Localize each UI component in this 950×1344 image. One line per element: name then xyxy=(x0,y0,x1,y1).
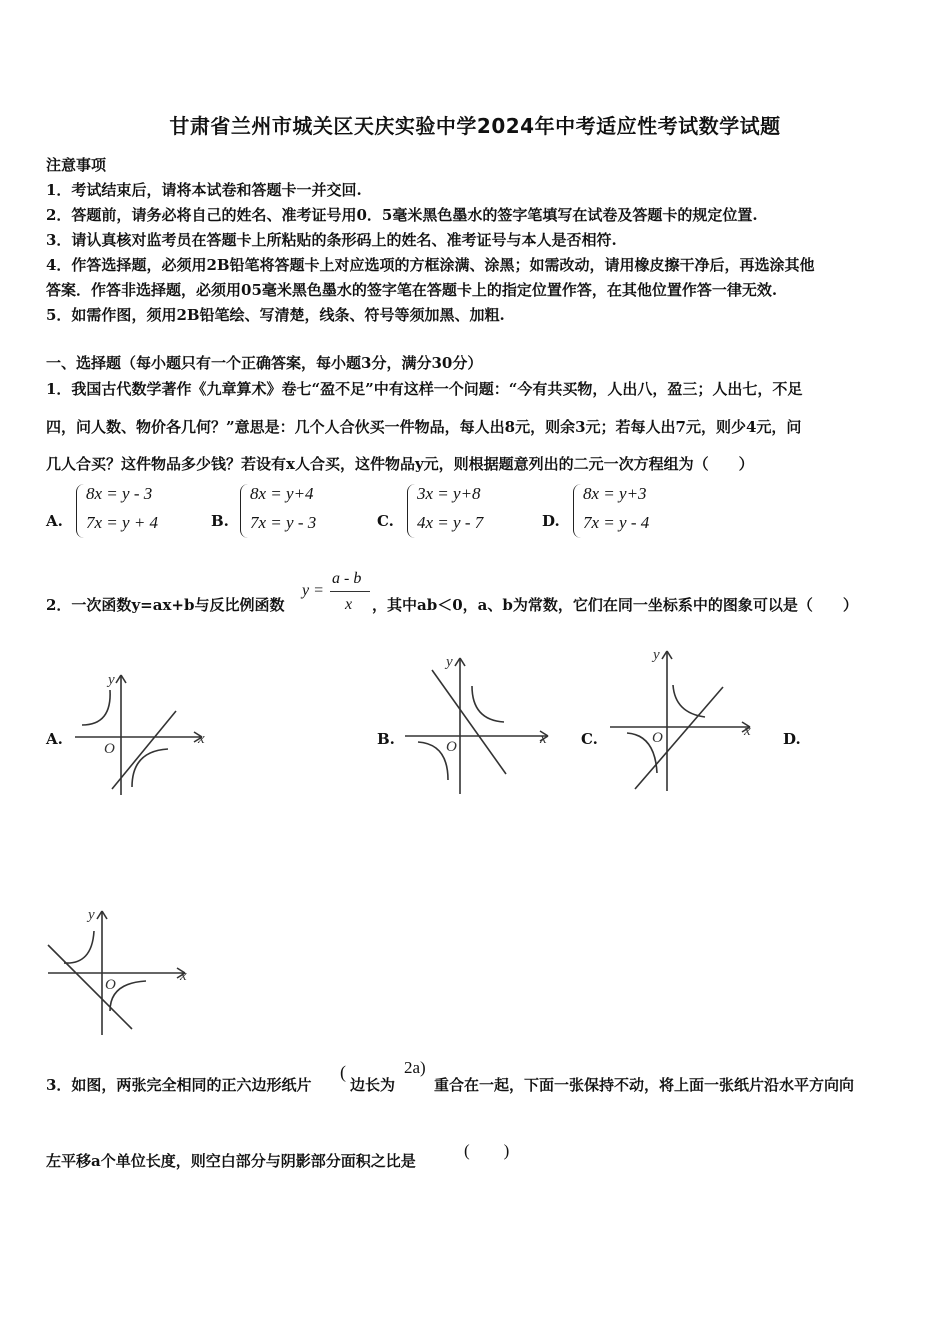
q1-option-c-system xyxy=(407,484,517,540)
q2-option-c-label: C. xyxy=(581,730,598,748)
equation: 8x = y+3 xyxy=(583,484,647,503)
notice-heading: 注意事项 xyxy=(46,156,107,174)
question-1-line: 1．我国古代数学著作《九章算术》卷七“盈不足”中有这样一个问题：“今有共买物，人出八，盈三；人出七，不足 xyxy=(46,380,803,398)
equation: 7x = y + 4 xyxy=(86,513,159,532)
axis-x-label: x xyxy=(744,723,751,739)
notice-item: 答案．作答非选择题，必须用05毫米黑色墨水的签字笔在答题卡上的指定位置作答，在其他位置作答一律无效. xyxy=(46,281,778,299)
equation: 7x = y - 4 xyxy=(583,513,650,532)
equation: 3x = y+8 xyxy=(417,484,481,503)
question-2-suffix: ，其中ab＜0，a、b为常数，它们在同一坐标系中的图象可以是（ ） xyxy=(372,596,858,614)
section-heading: 一、选择题（每小题只有一个正确答案，每小题3分，满分30分） xyxy=(46,354,483,372)
q2-fraction-lhs: y = xyxy=(302,582,324,599)
notice-item: 1．考试结束后，请将本试卷和答题卡一并交回. xyxy=(46,181,362,199)
q2-graph-c xyxy=(605,645,765,795)
q2-graph-d xyxy=(40,905,200,1040)
notice-item: 3．请认真核对监考员在答题卡上所粘贴的条形码上的姓名、准考证号与本人是否相符. xyxy=(46,231,617,249)
equation: 7x = y - 3 xyxy=(250,513,317,532)
question-2-prefix: 2．一次函数y=ax+b与反比例函数 xyxy=(46,596,285,614)
axis-x-label: x xyxy=(198,731,205,747)
equation: 4x = y - 7 xyxy=(417,513,484,532)
q1-option-a-label: A. xyxy=(46,512,63,530)
equation: 8x = y - 3 xyxy=(86,484,153,503)
q3-answer-blank: ( ) xyxy=(464,1141,510,1160)
q1-option-d-system xyxy=(573,484,683,540)
axis-y-label: y xyxy=(446,654,453,670)
fraction-bar xyxy=(330,591,370,592)
question-3-line1-end: 重合在一起，下面一张保持不动，将上面一张纸片沿水平方向向 xyxy=(434,1076,855,1094)
equation: 8x = y+4 xyxy=(250,484,314,503)
notice-item: 4．作答选择题，必须用2B铅笔将答题卡上对应选项的方框涂满、涂黑；如需改动，请用橡皮擦干净后，再选涂其他 xyxy=(46,256,815,274)
q3-edge-value: 2a) xyxy=(404,1058,426,1077)
q1-option-d-label: D. xyxy=(542,512,560,530)
q1-option-c-label: C. xyxy=(377,512,394,530)
q2-fraction-numerator: a - b xyxy=(332,570,362,587)
q1-option-a-system xyxy=(76,484,186,540)
brace-icon xyxy=(240,484,249,538)
question-3-line2: 左平移a个单位长度，则空白部分与阴影部分面积之比是 xyxy=(46,1152,416,1170)
axis-y-label: y xyxy=(653,647,660,663)
axis-x-label: x xyxy=(180,968,187,984)
question-1-line: 几人合买？这件物品多少钱？若设有x人合买，这件物品y元，则根据题意列出的二元一次方程组为（ ） xyxy=(46,455,754,473)
origin-label: O xyxy=(105,977,116,993)
q2-option-b-label: B. xyxy=(377,730,395,748)
axis-y-label: y xyxy=(108,672,115,688)
axis-x-label: x xyxy=(540,731,547,747)
axis-y-label: y xyxy=(88,907,95,923)
q2-graph-a xyxy=(70,665,215,800)
page-title: 甘肃省兰州市城关区天庆实验中学2024年中考适应性考试数学试题 xyxy=(169,114,781,138)
q2-fraction-denominator: x xyxy=(345,596,353,613)
brace-icon xyxy=(573,484,582,538)
q2-graph-b xyxy=(400,648,560,798)
question-3-line1-start: 3．如图，两张完全相同的正六边形纸片 xyxy=(46,1076,312,1094)
q1-option-b-system xyxy=(240,484,350,540)
origin-label: O xyxy=(652,730,663,746)
brace-icon xyxy=(76,484,85,538)
q2-option-a-label: A. xyxy=(46,730,63,748)
q3-paren-open: ( xyxy=(340,1062,346,1082)
notice-item: 2．答题前，请务必将自己的姓名、准考证号用0．5毫米黑色墨水的签字笔填写在试卷及答题卡的规定位置. xyxy=(46,206,758,224)
notice-item: 5．如需作图，须用2B铅笔绘、写清楚，线条、符号等须加黑、加粗. xyxy=(46,306,505,324)
origin-label: O xyxy=(446,739,457,755)
origin-label: O xyxy=(104,741,115,757)
q2-option-d-label: D. xyxy=(783,730,801,748)
question-1-line: 四，问人数、物价各几何？”意思是：几个人合伙买一件物品，每人出8元，则余3元；若每人出7元，则少4元，问 xyxy=(46,418,802,436)
q1-option-b-label: B. xyxy=(211,512,229,530)
q3-edge-text: 边长为 xyxy=(350,1076,396,1094)
brace-icon xyxy=(407,484,416,538)
